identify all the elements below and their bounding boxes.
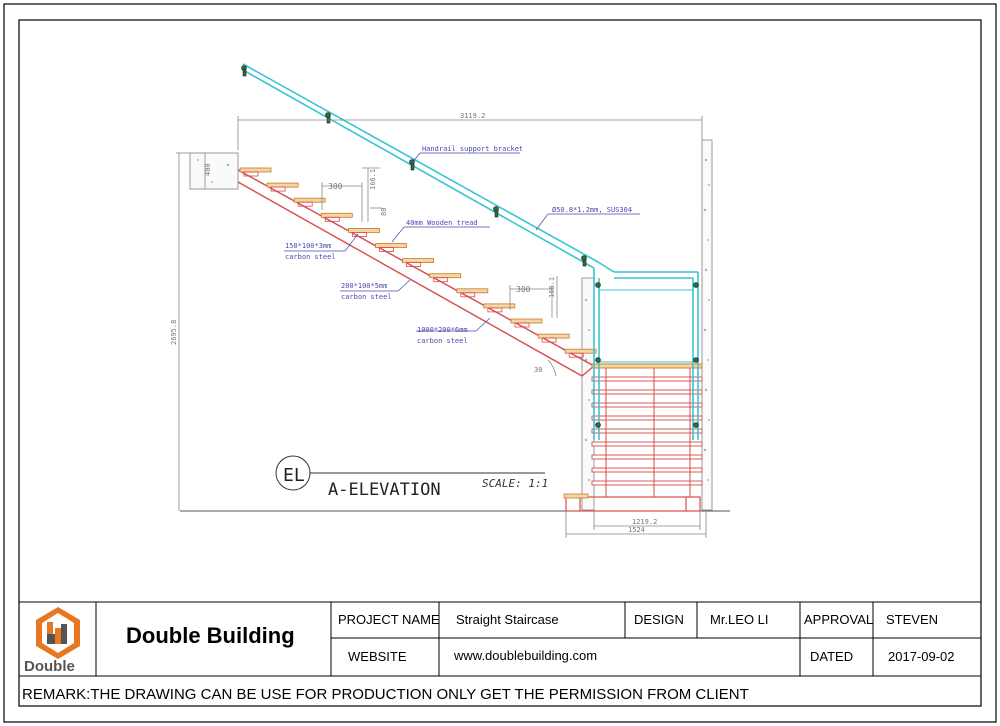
label-plate-size: 1000*200*6mm	[417, 326, 468, 334]
label-wooden-tread: 40mm Wooden tread	[406, 219, 478, 227]
design-label: DESIGN	[634, 612, 684, 627]
label-handrail-bracket: Handrail support bracket	[422, 145, 524, 153]
landing-bar	[592, 429, 702, 433]
date-value: 2017-09-02	[888, 649, 955, 664]
top-landing-block	[190, 153, 238, 189]
tread	[403, 259, 434, 263]
company-name: Double Building	[126, 623, 295, 648]
label-bracket-size: 150*100*3mm	[285, 242, 332, 250]
dim-stringer-angle: 30	[534, 366, 543, 374]
company-logo	[24, 607, 80, 675]
tread	[457, 289, 488, 293]
website-value: www.doublebuilding.com	[454, 648, 598, 663]
project-name-label: PROJECT NAME	[338, 612, 440, 627]
view-tag: EL	[283, 465, 305, 486]
approval-label: APPROVAL	[804, 612, 874, 627]
inner-frame	[19, 20, 981, 706]
dim-base-width: 1524	[628, 526, 645, 534]
dim-overall-width: 3119.2	[460, 112, 486, 120]
tread	[565, 349, 596, 353]
logo-text: Double	[24, 658, 75, 675]
landing-bar	[592, 468, 702, 472]
tread	[430, 274, 461, 278]
dim-riser-upper: 166.1	[369, 168, 377, 190]
landing-bar	[592, 377, 702, 381]
tread	[240, 168, 271, 172]
website-label: WEBSITE	[348, 649, 407, 664]
landing-bar	[592, 390, 702, 394]
stringer	[238, 170, 594, 376]
label-stringer-size: 200*100*5mm	[341, 282, 388, 290]
landing-bar	[592, 481, 702, 485]
dim-overall-height: 2695.8	[170, 319, 178, 345]
dim-top-block: 400	[204, 163, 212, 176]
approver-value: STEVEN	[886, 612, 939, 627]
label-stringer-material: carbon steel	[341, 293, 392, 301]
tread	[294, 198, 325, 202]
label-plate-material: carbon steel	[417, 337, 468, 345]
base-tread	[564, 494, 588, 498]
landing-bar	[592, 455, 702, 459]
dated-label: DATED	[810, 649, 854, 664]
dim-riser-lower: 166.1	[548, 276, 556, 298]
tread	[376, 244, 407, 248]
landing-bar	[592, 403, 702, 407]
project-name-value: Straight Staircase	[456, 612, 559, 627]
landing-bar	[592, 364, 702, 368]
tread	[348, 228, 379, 232]
view-title: A-ELEVATION	[328, 480, 441, 500]
landing-bar	[592, 416, 702, 420]
landing-bar	[592, 442, 702, 446]
elevation-drawing	[170, 64, 730, 538]
tread	[511, 319, 542, 323]
tread	[267, 183, 298, 187]
designer-value: Mr.LEO LI	[710, 612, 769, 627]
landing-structure	[592, 364, 702, 497]
dim-landing-width: 1219.2	[632, 518, 658, 526]
dim-tread-thickness: 80	[380, 207, 388, 216]
tread	[321, 213, 352, 217]
view-scale: SCALE: 1:1	[482, 477, 549, 490]
remark-text: REMARK:THE DRAWING CAN BE USE FOR PRODUCTION ONLY GET THE PERMISSION FROM CLIENT	[22, 686, 749, 703]
tread	[538, 334, 569, 338]
label-bracket-material: carbon steel	[285, 253, 336, 261]
dim-tread-lower: 300	[516, 285, 531, 294]
view-title-block	[276, 456, 548, 500]
label-handrail-tube: Ø50.8*1.2mm, SUS304	[552, 206, 633, 214]
dim-tread-upper: 300	[328, 182, 343, 191]
